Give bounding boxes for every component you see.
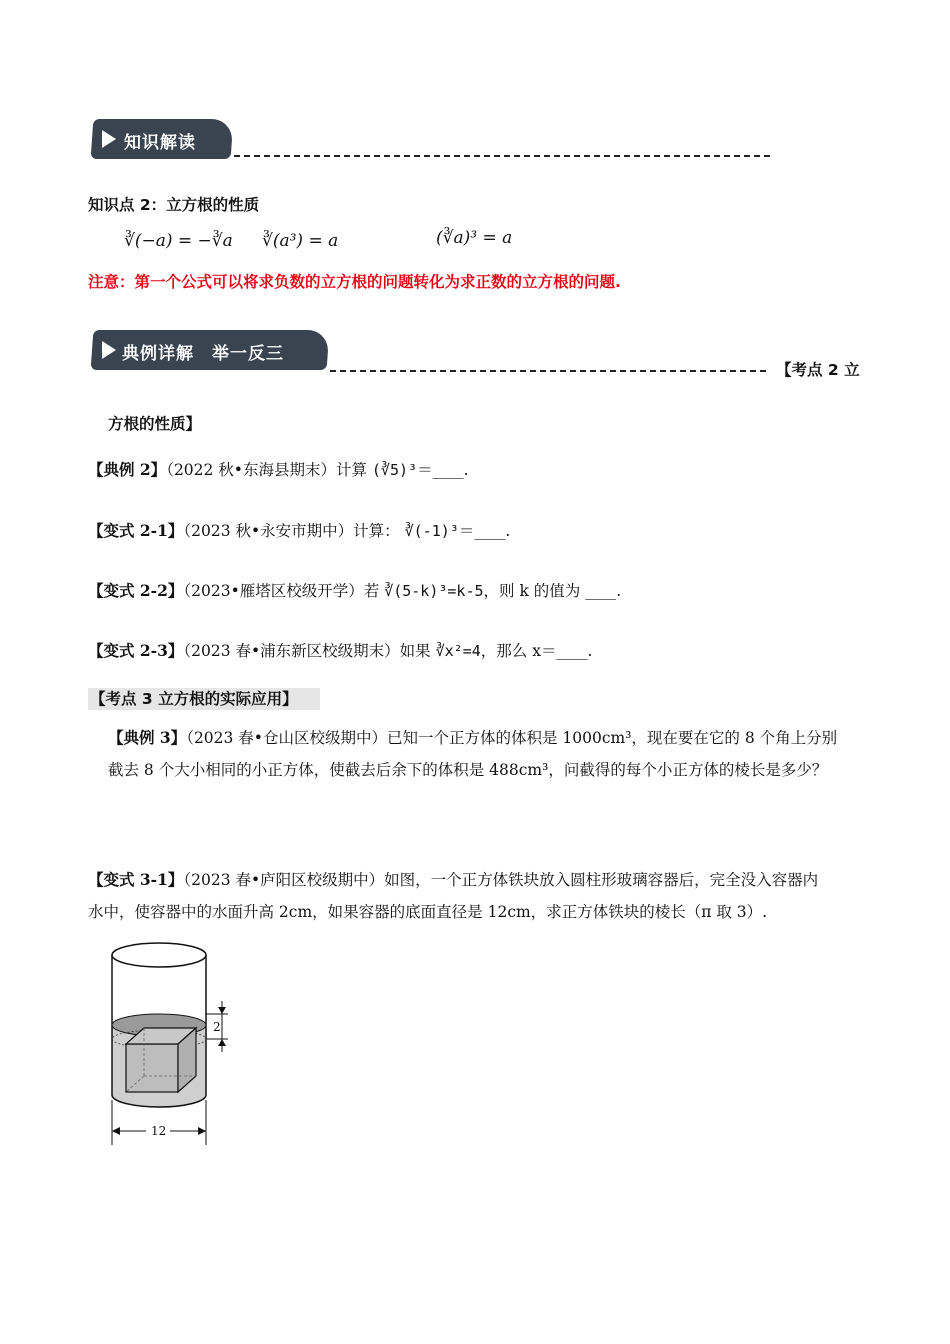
example-expression: (∛5)³ — [371, 461, 418, 479]
variant-source: （2023•雁塔区校级开学）若 — [183, 582, 380, 600]
example-tag: 【典例 3】 — [108, 728, 187, 747]
example-tag: 【典例 2】 — [88, 460, 167, 479]
variant-answer-blank: ，则 k 的值为 ____. — [483, 582, 622, 600]
arrow-left-icon — [112, 1127, 120, 1135]
diameter-label: 12 — [151, 1124, 167, 1138]
example-answer-blank: ＝____. — [417, 461, 469, 479]
cylinder-top-rim — [112, 943, 206, 967]
variant-3-1-line-2: 水中，使容器中的水面升高 2cm，如果容器的底面直径是 12cm，求正方体铁块的棱长（π 取 3）. — [88, 903, 768, 921]
variant-2-2 — [88, 580, 621, 602]
variant-3-1-line-1: （2023 春•庐阳区校级期中）如图，一个正方体铁块放入圆柱形玻璃容器后，完全没入容器内 — [183, 871, 819, 889]
arrow-down-icon — [218, 1007, 226, 1014]
section-kp2-label-end: 方根的性质】 — [108, 415, 202, 433]
variant-tag: 【变式 3-1】 — [88, 870, 184, 889]
banner-knowledge-label: 知识解读 — [124, 133, 196, 153]
variant-expression: ∛(5-k)³=k-5 — [384, 582, 484, 600]
variant-2-3 — [88, 640, 592, 662]
section-kp3-label: 【考点 3 立方根的实际应用】 — [88, 688, 320, 710]
formula-cube-of-root: (∛a)³ = a — [436, 228, 513, 248]
arrow-right-icon — [198, 1127, 206, 1135]
banner-examples-label: 典例详解 举一反三 — [122, 344, 284, 364]
variant-answer-blank: ＝____. — [458, 522, 511, 540]
section-kp2-label-start: 【考点 2 立 — [776, 361, 860, 379]
cube-front-face — [126, 1044, 178, 1092]
banner-divider — [234, 155, 770, 157]
variant-expression: ∛(-1)³ — [404, 522, 459, 540]
height-label: 2 — [213, 1020, 221, 1034]
knowledge-point-title: 知识点 2：立方根的性质 — [88, 196, 260, 214]
variant-3-1 — [88, 869, 868, 923]
variant-source: （2023 秋•永安市期中）计算： — [183, 522, 400, 540]
variant-tag: 【变式 2-3】 — [88, 641, 184, 660]
variant-tag: 【变式 2-1】 — [88, 521, 184, 540]
play-triangle-icon — [102, 130, 116, 148]
note-text: 注意：第一个公式可以将求负数的立方根的问题转化为求正数的立方根的问题. — [88, 273, 621, 291]
formula-negative-root: ∛(−a) = −∛a — [124, 231, 233, 251]
arrow-up-icon — [218, 1039, 226, 1046]
example-2 — [88, 459, 469, 481]
variant-answer-blank: ，那么 x＝____. — [480, 642, 593, 660]
example-3-line-2: 截去 8 个大小相同的小正方体，使截去后余下的体积是 488cm³，问截得的每个小正方体的棱长是多少？ — [108, 761, 828, 779]
variant-source: （2023 春•浦东新区校级期末）如果 — [183, 642, 431, 660]
example-3-line-1: （2023 春•仓山区校级期中）已知一个正方体的体积是 1000cm³，现在要在它的 8 个角上分别 — [186, 729, 838, 747]
cylinder-cube-figure — [100, 935, 250, 1150]
variant-2-1 — [88, 520, 510, 542]
example-3 — [108, 727, 868, 781]
formula-root-of-cube: ∛(a³) = a — [262, 231, 339, 251]
example-source: （2022 秋•东海县期末）计算 — [166, 461, 367, 479]
play-triangle-icon — [102, 341, 116, 359]
variant-tag: 【变式 2-2】 — [88, 581, 184, 600]
banner-divider — [330, 370, 766, 372]
variant-expression: ∛x²=4 — [435, 642, 481, 660]
